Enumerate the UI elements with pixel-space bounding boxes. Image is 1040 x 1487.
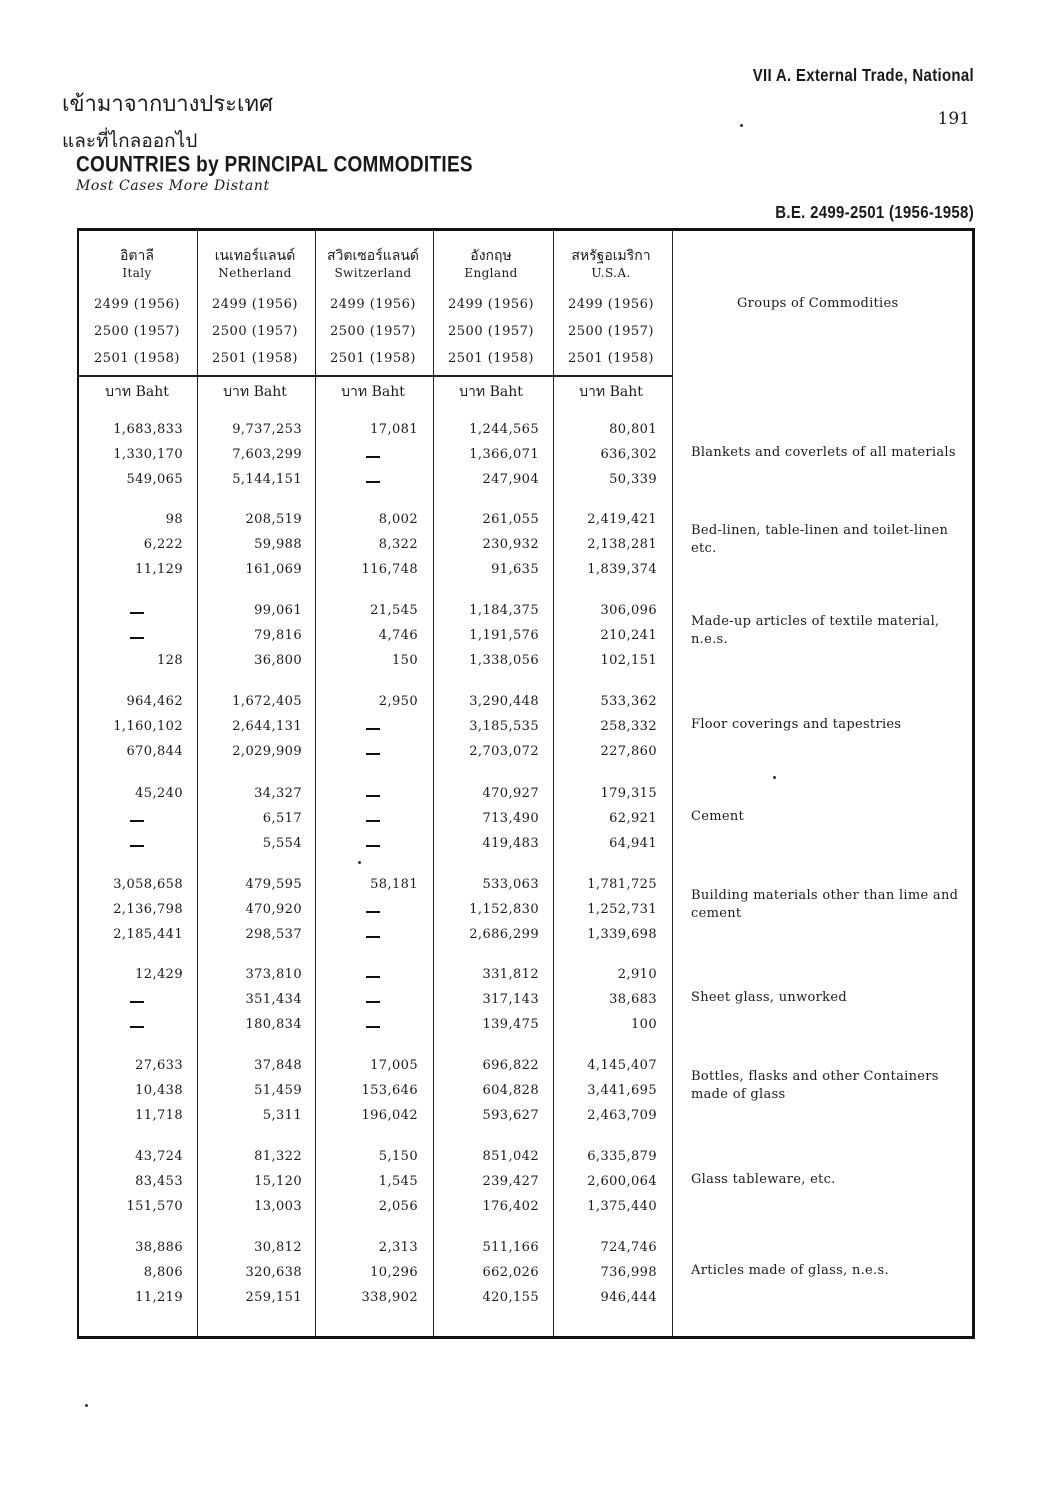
table-cell: 100 (630, 1017, 657, 1032)
table-cell: 736,998 (600, 1265, 657, 1280)
table-cell: 9,737,253 (232, 422, 302, 437)
column-header-thai: อิตาลี (120, 248, 154, 264)
groups-of-commodities-header: Groups of Commodities (737, 296, 899, 311)
table-cell: 3,290,448 (469, 694, 539, 709)
page-number: 191 (937, 109, 970, 129)
commodity-group-label: Blankets and coverlets of all materials (691, 445, 956, 460)
year-label: 2501 (1958) (330, 351, 416, 366)
year-label: 2499 (1956) (94, 297, 180, 312)
year-label: 2500 (1957) (330, 324, 416, 339)
table-cell: 5,311 (262, 1108, 302, 1123)
table-cell: 3,441,695 (587, 1083, 657, 1098)
table-cell: 5,150 (378, 1149, 418, 1164)
table-cell: 2,419,421 (587, 512, 657, 527)
table-cell: 38,683 (609, 992, 657, 1007)
table-cell: 8,002 (378, 512, 418, 527)
commodity-group-label: Glass tableware, etc. (691, 1172, 836, 1187)
table-cell: 7,603,299 (232, 447, 302, 462)
unit-english: Baht (135, 384, 169, 400)
thai-title-line-1: เข้ามาจากบางประเทศ (62, 92, 273, 117)
table-cell: 153,646 (361, 1083, 418, 1098)
table-cell: 43,724 (135, 1149, 183, 1164)
table-cell: 37,848 (254, 1058, 302, 1073)
unit-thai: บาท (579, 384, 606, 400)
unit-label (432, 381, 550, 403)
table-cell: 98 (165, 512, 183, 527)
table-cell: 11,718 (135, 1108, 183, 1123)
table-cell: 604,828 (482, 1083, 539, 1098)
table-cell: 2,600,064 (587, 1174, 657, 1189)
year-label: 2499 (1956) (568, 297, 654, 312)
table-cell: 4,746 (378, 628, 418, 643)
year-label: 2499 (1956) (330, 297, 416, 312)
table-cell: 10,296 (370, 1265, 418, 1280)
unit-label (78, 381, 196, 403)
table-cell: 11,219 (135, 1290, 183, 1305)
year-label: 2500 (1957) (448, 324, 534, 339)
table-cell: 1,781,725 (587, 877, 657, 892)
table-cell: 230,932 (482, 537, 539, 552)
speck (85, 1404, 88, 1407)
table-cell: 99,061 (254, 603, 302, 618)
table-cell: 331,812 (482, 967, 539, 982)
table-cell: 1,339,698 (587, 927, 657, 942)
table-cell: 239,427 (482, 1174, 539, 1189)
dash-cell (366, 845, 380, 847)
table-cell: 1,244,565 (469, 422, 539, 437)
table-cell: 419,483 (482, 836, 539, 851)
commodity-group-label: Building materials other than lime and cement (691, 888, 959, 921)
dash-cell (130, 820, 144, 822)
unit-english: Baht (489, 384, 523, 400)
table-cell: 45,240 (135, 786, 183, 801)
table-cell: 259,151 (245, 1290, 302, 1305)
commodity-group-label: Articles made of glass, n.e.s. (691, 1263, 889, 1278)
table-cell: 549,065 (126, 472, 183, 487)
dash-cell (366, 911, 380, 913)
table-cell: 116,748 (361, 562, 418, 577)
table-cell: 1,160,102 (113, 719, 183, 734)
table-cell: 1,252,731 (587, 902, 657, 917)
table-cell: 470,920 (245, 902, 302, 917)
table-cell: 81,322 (254, 1149, 302, 1164)
table-cell: 79,816 (254, 628, 302, 643)
table-cell: 8,806 (143, 1265, 183, 1280)
column-header (314, 247, 432, 281)
table-cell: 51,459 (254, 1083, 302, 1098)
table-cell: 636,302 (600, 447, 657, 462)
year-label: 2501 (1958) (212, 351, 298, 366)
table-cell: 58,181 (370, 877, 418, 892)
table-cell: 180,834 (245, 1017, 302, 1032)
table-cell: 64,941 (609, 836, 657, 851)
dash-cell (130, 612, 144, 614)
table-cell: 150 (391, 653, 418, 668)
table-cell: 1,191,576 (469, 628, 539, 643)
year-label: 2501 (1958) (448, 351, 534, 366)
table-cell: 128 (156, 653, 183, 668)
dash-cell (366, 1026, 380, 1028)
table-cell: 179,315 (600, 786, 657, 801)
table-cell: 2,136,798 (113, 902, 183, 917)
table-cell: 139,475 (482, 1017, 539, 1032)
table-cell: 317,143 (482, 992, 539, 1007)
table-cell: 420,155 (482, 1290, 539, 1305)
table-cell: 11,129 (135, 562, 183, 577)
unit-label (552, 381, 670, 403)
table-cell: 208,519 (245, 512, 302, 527)
table-cell: 320,638 (245, 1265, 302, 1280)
column-header-thai: เนเทอร์แลนด์ (214, 248, 296, 264)
table-cell: 2,910 (617, 967, 657, 982)
table-cell: 196,042 (361, 1108, 418, 1123)
column-header-thai: สวิตเซอร์แลนด์ (327, 248, 419, 264)
column-header (552, 247, 670, 281)
commodity-group-label: Bed-linen, table-linen and toilet-linen etc. (691, 523, 949, 556)
table-cell: 34,327 (254, 786, 302, 801)
page-subtitle: Most Cases More Distant (76, 178, 270, 194)
table-cell: 50,339 (609, 472, 657, 487)
table-cell: 6,335,879 (587, 1149, 657, 1164)
table-cell: 662,026 (482, 1265, 539, 1280)
dash-cell (366, 936, 380, 938)
dash-cell (130, 637, 144, 639)
table-cell: 59,988 (254, 537, 302, 552)
table-cell: 1,839,374 (587, 562, 657, 577)
table-cell: 1,683,833 (113, 422, 183, 437)
table-cell: 964,462 (126, 694, 183, 709)
header-separator (79, 375, 672, 377)
column-divider (672, 231, 673, 1336)
year-label: 2500 (1957) (568, 324, 654, 339)
unit-english: Baht (609, 384, 643, 400)
table-cell: 2,950 (378, 694, 418, 709)
column-header (196, 247, 314, 281)
table-cell: 102,151 (600, 653, 657, 668)
table-cell: 1,152,830 (469, 902, 539, 917)
table-cell: 12,429 (135, 967, 183, 982)
page-title: COUNTRIES by PRINCIPAL COMMODITIES (76, 153, 473, 178)
year-label: 2499 (1956) (212, 297, 298, 312)
year-label: 2501 (1958) (568, 351, 654, 366)
table-cell: 2,686,299 (469, 927, 539, 942)
commodity-group-label: Bottles, flasks and other Containers made of glass (691, 1069, 939, 1102)
table-cell: 8,322 (378, 537, 418, 552)
dash-cell (366, 795, 380, 797)
column-header (432, 247, 550, 281)
table-cell: 724,746 (600, 1240, 657, 1255)
table-cell: 13,003 (254, 1199, 302, 1214)
thai-title-line-2: และที่ไกลออกไป (62, 130, 198, 152)
table-cell: 38,886 (135, 1240, 183, 1255)
unit-label (314, 381, 432, 403)
table-cell: 306,096 (600, 603, 657, 618)
table-cell: 4,145,407 (587, 1058, 657, 1073)
table-cell: 2,138,281 (587, 537, 657, 552)
dash-cell (366, 456, 380, 458)
year-label: 2499 (1956) (448, 297, 534, 312)
table-cell: 338,902 (361, 1290, 418, 1305)
commodity-group-label: Made-up articles of textile material, n.e.s. (691, 614, 940, 647)
column-header (78, 247, 196, 281)
table-cell: 91,635 (491, 562, 539, 577)
dash-cell (130, 1001, 144, 1003)
table-cell: 533,063 (482, 877, 539, 892)
table-cell: 2,029,909 (232, 744, 302, 759)
table-cell: 670,844 (126, 744, 183, 759)
table-cell: 36,800 (254, 653, 302, 668)
table-cell: 298,537 (245, 927, 302, 942)
table-cell: 3,185,535 (469, 719, 539, 734)
dash-cell (366, 1001, 380, 1003)
unit-thai: บาท (105, 384, 132, 400)
running-head: VII A. External Trade, National (752, 66, 974, 86)
speck (740, 124, 743, 127)
unit-english: Baht (371, 384, 405, 400)
table-cell: 946,444 (600, 1290, 657, 1305)
table-cell: 373,810 (245, 967, 302, 982)
table-cell: 3,058,658 (113, 877, 183, 892)
column-header-thai: สหรัฐอเมริกา (571, 248, 651, 264)
speck (358, 861, 361, 864)
column-header-english: U.S.A. (591, 266, 631, 280)
table-cell: 17,005 (370, 1058, 418, 1073)
period-label: B.E. 2499-2501 (1956-1958) (775, 203, 974, 223)
table-cell: 6,222 (143, 537, 183, 552)
column-header-english: Switzerland (334, 266, 412, 280)
table-cell: 83,453 (135, 1174, 183, 1189)
unit-thai: บาท (459, 384, 486, 400)
table-cell: 851,042 (482, 1149, 539, 1164)
table-cell: 479,595 (245, 877, 302, 892)
table-cell: 2,703,072 (469, 744, 539, 759)
table-cell: 30,812 (254, 1240, 302, 1255)
year-label: 2500 (1957) (212, 324, 298, 339)
table-cell: 1,375,440 (587, 1199, 657, 1214)
table-cell: 176,402 (482, 1199, 539, 1214)
table-cell: 15,120 (254, 1174, 302, 1189)
table-cell: 161,069 (245, 562, 302, 577)
table-cell: 1,184,375 (469, 603, 539, 618)
commodity-group-label: Floor coverings and tapestries (691, 717, 902, 732)
table-cell: 351,434 (245, 992, 302, 1007)
unit-label (196, 381, 314, 403)
table-cell: 593,627 (482, 1108, 539, 1123)
table-cell: 80,801 (609, 422, 657, 437)
table-cell: 1,330,170 (113, 447, 183, 462)
table-cell: 62,921 (609, 811, 657, 826)
table-cell: 1,338,056 (469, 653, 539, 668)
table-cell: 2,056 (378, 1199, 418, 1214)
table-cell: 10,438 (135, 1083, 183, 1098)
dash-cell (130, 1026, 144, 1028)
table-cell: 470,927 (482, 786, 539, 801)
table-cell: 2,313 (378, 1240, 418, 1255)
table-cell: 21,545 (370, 603, 418, 618)
table-cell: 533,362 (600, 694, 657, 709)
column-header-english: England (464, 266, 518, 280)
table-cell: 6,517 (262, 811, 302, 826)
column-header-thai: อังกฤษ (470, 248, 512, 264)
commodity-group-label: Sheet glass, unworked (691, 990, 847, 1005)
column-header-english: Italy (122, 266, 152, 280)
dash-cell (366, 481, 380, 483)
column-header-english: Netherland (218, 266, 292, 280)
dash-cell (130, 845, 144, 847)
dash-cell (366, 976, 380, 978)
table-cell: 227,860 (600, 744, 657, 759)
table-cell: 1,366,071 (469, 447, 539, 462)
table-cell: 696,822 (482, 1058, 539, 1073)
unit-thai: บาท (341, 384, 368, 400)
dash-cell (366, 728, 380, 730)
table-cell: 1,545 (378, 1174, 418, 1189)
table-cell: 261,055 (482, 512, 539, 527)
table-cell: 2,644,131 (232, 719, 302, 734)
table-cell: 2,463,709 (587, 1108, 657, 1123)
table-cell: 2,185,441 (113, 927, 183, 942)
table-cell: 151,570 (126, 1199, 183, 1214)
table-cell: 713,490 (482, 811, 539, 826)
dash-cell (366, 753, 380, 755)
commodity-group-label: Cement (691, 809, 745, 824)
year-label: 2501 (1958) (94, 351, 180, 366)
unit-english: Baht (253, 384, 287, 400)
speck (773, 776, 776, 779)
table-cell: 511,166 (482, 1240, 539, 1255)
year-label: 2500 (1957) (94, 324, 180, 339)
table-cell: 210,241 (600, 628, 657, 643)
dash-cell (366, 820, 380, 822)
table-cell: 27,633 (135, 1058, 183, 1073)
table-cell: 5,144,151 (232, 472, 302, 487)
table-cell: 247,904 (482, 472, 539, 487)
unit-thai: บาท (223, 384, 250, 400)
table-cell: 258,332 (600, 719, 657, 734)
table-cell: 1,672,405 (232, 694, 302, 709)
table-cell: 17,081 (370, 422, 418, 437)
table-cell: 5,554 (262, 836, 302, 851)
